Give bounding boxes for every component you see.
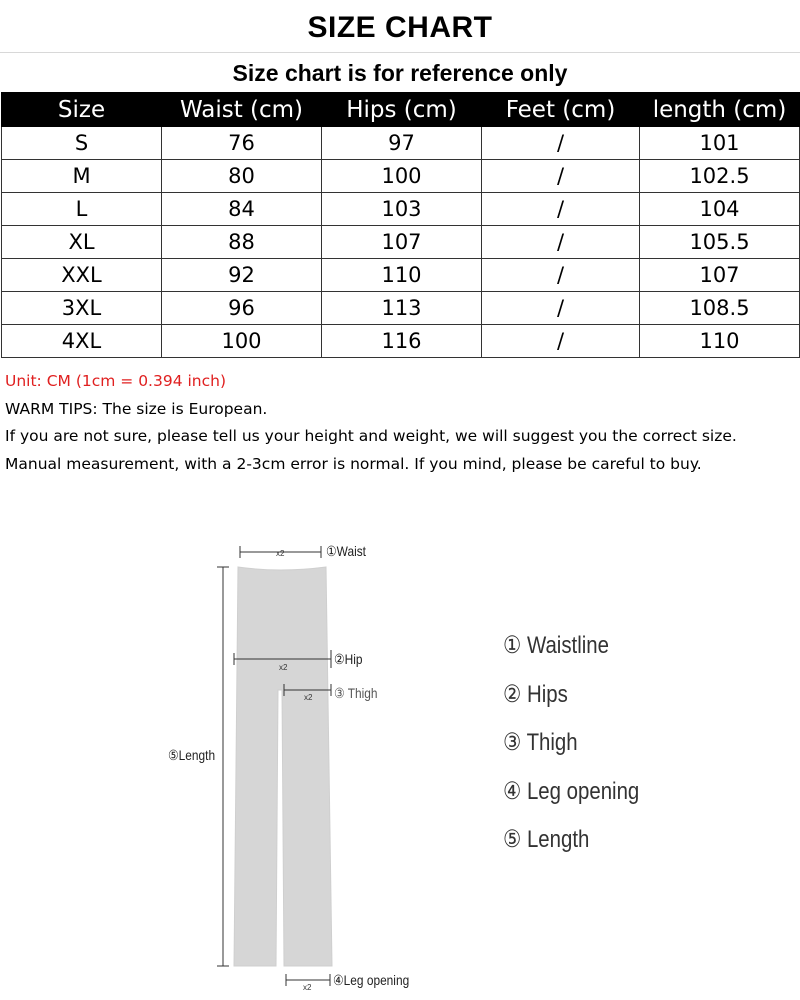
warm-tips-note: WARM TIPS: The size is European. [5, 399, 268, 418]
cell-hips: 113 [322, 292, 482, 325]
cell-length: 104 [640, 193, 800, 226]
legend-item-length: ⑤ Length [503, 826, 590, 853]
thigh-label: ③ Thigh [334, 685, 378, 701]
page-subtitle: Size chart is for reference only [232, 60, 568, 86]
size-table-header [2, 93, 800, 127]
cell-hips: 116 [322, 325, 482, 358]
cell-hips: 97 [322, 127, 482, 160]
cell-size: XXL [2, 259, 162, 292]
unit-note: Unit: CM (1cm = 0.394 inch) [5, 372, 227, 390]
table-row [2, 325, 800, 358]
cell-waist: 80 [162, 160, 322, 193]
size-table [1, 92, 800, 358]
table-row [2, 193, 800, 226]
leg-opening-label: ④Leg opening [333, 972, 410, 988]
cell-length: 110 [640, 325, 800, 358]
cell-feet: / [482, 325, 640, 358]
cell-size: L [2, 193, 162, 226]
cell-length: 101 [640, 127, 800, 160]
cell-feet: / [482, 193, 640, 226]
cell-size: 3XL [2, 292, 162, 325]
legend-item-waistline: ① Waistline [503, 632, 609, 659]
legend-item-leg-opening: ④ Leg opening [503, 777, 640, 805]
length-measure-line [217, 567, 229, 966]
cell-feet: / [482, 127, 640, 160]
hip-label: ②Hip [334, 651, 363, 667]
waist-label: ①Waist [326, 543, 366, 559]
cell-length: 102.5 [640, 160, 800, 193]
hip-multiplier: x2 [279, 663, 288, 672]
cell-size: M [2, 160, 162, 193]
column-header-hips: Hips (cm) [322, 93, 482, 127]
cell-hips: 100 [322, 160, 482, 193]
column-header-waist: Waist (cm) [162, 93, 322, 127]
cell-length: 107 [640, 259, 800, 292]
waist-multiplier: x2 [276, 549, 285, 558]
cell-feet: / [482, 292, 640, 325]
title-divider [0, 52, 800, 53]
cell-waist: 96 [162, 292, 322, 325]
table-row [2, 292, 800, 325]
cell-size: XL [2, 226, 162, 259]
cell-size: S [2, 127, 162, 160]
pants-silhouette [234, 567, 332, 966]
cell-hips: 103 [322, 193, 482, 226]
length-label: ⑤Length [168, 747, 216, 763]
column-header-length: length (cm) [640, 93, 800, 127]
cell-size: 4XL [2, 325, 162, 358]
cell-hips: 110 [322, 259, 482, 292]
legend-item-thigh: ③ Thigh [503, 729, 578, 756]
column-header-size: Size [2, 93, 162, 127]
table-row [2, 160, 800, 193]
cell-waist: 76 [162, 127, 322, 160]
cell-length: 108.5 [640, 292, 800, 325]
measurement-error-note: Manual measurement, with a 2-3cm error is normal. If you mind, please be careful to buy. [5, 454, 702, 473]
table-row [2, 259, 800, 292]
size-advice-note: If you are not sure, please tell us your height and weight, we will suggest you the correct size. [5, 427, 737, 445]
cell-feet: / [482, 259, 640, 292]
cell-waist: 88 [162, 226, 322, 259]
leg-opening-multiplier: x2 [303, 983, 312, 992]
cell-length: 105.5 [640, 226, 800, 259]
cell-waist: 84 [162, 193, 322, 226]
cell-feet: / [482, 160, 640, 193]
measurement-legend [503, 626, 663, 869]
cell-hips: 107 [322, 226, 482, 259]
cell-waist: 100 [162, 325, 322, 358]
legend-item-hips: ② Hips [503, 680, 568, 708]
cell-feet: / [482, 226, 640, 259]
thigh-multiplier: x2 [304, 693, 313, 702]
cell-waist: 92 [162, 259, 322, 292]
table-row [2, 127, 800, 160]
notes-section [5, 368, 795, 478]
column-header-feet: Feet (cm) [482, 93, 640, 127]
table-row [2, 226, 800, 259]
page-title: SIZE CHART [307, 11, 493, 44]
pants-measurement-diagram [0, 520, 800, 1000]
